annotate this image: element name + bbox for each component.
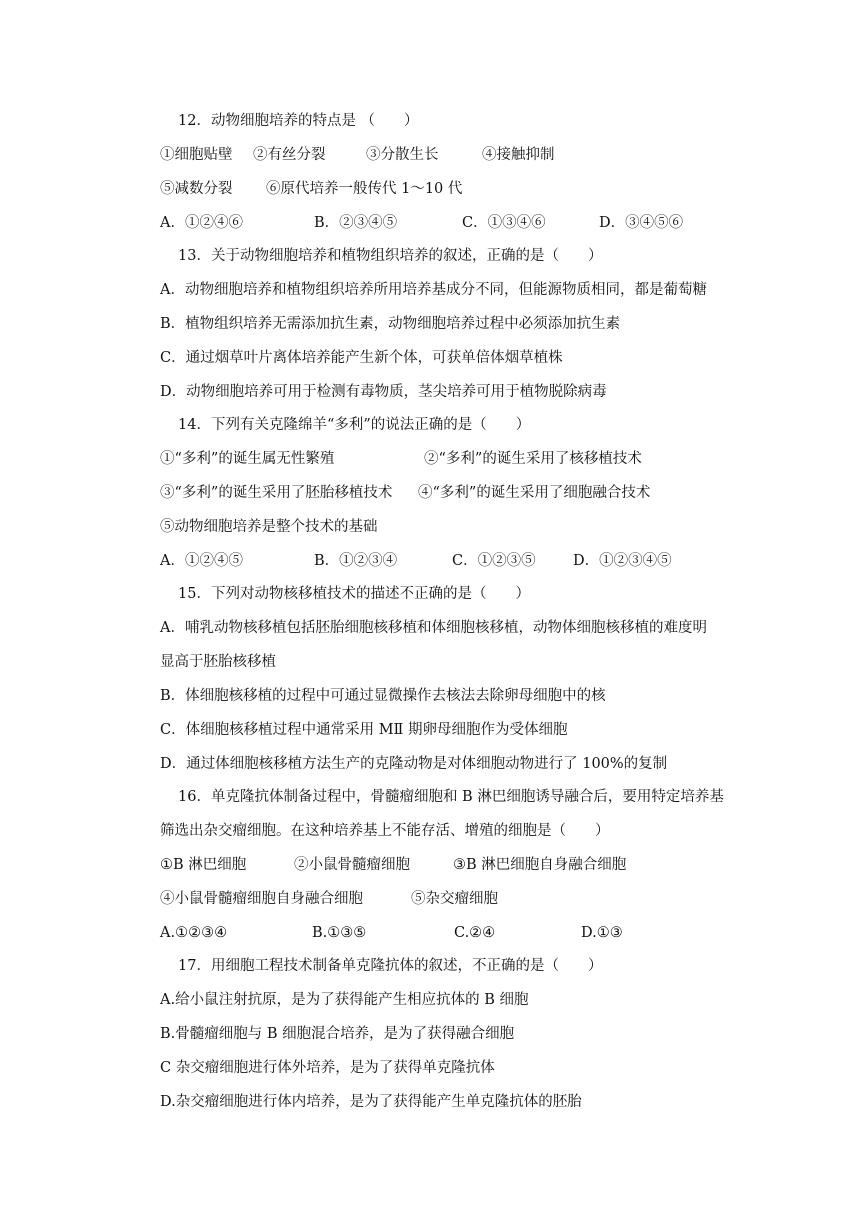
q12-item-2: ②有丝分裂 (253, 147, 326, 163)
q12-item-4: ④接触抑制 (482, 147, 555, 163)
q17-choice-b: B.骨髓瘤细胞与 B 细胞混合培养，是为了获得融合细胞 (160, 1026, 515, 1042)
question-12-stem: 12．动物细胞培养的特点是 （ ） (178, 113, 419, 129)
question-14-options (160, 551, 672, 571)
question-13-stem: 13．关于动物细胞培养和植物组织培养的叙述，正确的是（ ） (178, 248, 603, 264)
q12-item-1: ①细胞贴壁 (160, 147, 233, 163)
q15-choice-d: D．通过体细胞核移植方法生产的克隆动物是对体细胞动物进行了 100%的复制 (160, 756, 668, 772)
question-12-items-row-2 (160, 179, 462, 199)
q15-choice-a-continued: 显高于胚胎核移植 (160, 654, 276, 670)
question-16-options (160, 923, 623, 943)
q12-option-a: A．①②④⑥ (160, 215, 243, 231)
q13-choice-a: A．动物细胞培养和植物组织培养所用培养基成分不同，但能源物质相同，都是葡萄糖 (160, 282, 707, 298)
q13-choice-d: D．动物细胞培养可用于检测有毒物质，茎尖培养可用于植物脱除病毒 (160, 384, 607, 400)
q16-item-1: ①B 淋巴细胞 (160, 857, 247, 873)
q15-choice-b: B．体细胞核移植的过程中可通过显微操作去核法去除卵母细胞中的核 (160, 688, 606, 704)
question-14-items-row-3 (160, 517, 378, 537)
q14-item-5: ⑤动物细胞培养是整个技术的基础 (160, 519, 378, 535)
question-12-options (160, 213, 683, 233)
question-16-stem: 16．单克隆抗体制备过程中，骨髓瘤细胞和 B 淋巴细胞诱导融合后，要用特定培养基 (178, 789, 724, 805)
q16-option-c: C.②④ (454, 925, 496, 941)
q14-option-d: D．①②③④⑤ (573, 553, 672, 569)
q12-item-3: ③分散生长 (366, 147, 439, 163)
q17-choice-a: A.给小鼠注射抗原，是为了获得能产生相应抗体的 B 细胞 (160, 992, 529, 1008)
q15-choice-a: A．哺乳动物核移植包括胚胎细胞核移植和体细胞核移植，动物体细胞核移植的难度明 (160, 620, 707, 636)
q14-option-b: B．①②③④ (314, 553, 398, 569)
q14-item-1: ①“多利”的诞生属无性繁殖 (160, 451, 335, 467)
q16-item-4: ④小鼠骨髓瘤细胞自身融合细胞 (160, 891, 363, 907)
q13-choice-c: C．通过烟草叶片离体培养能产生新个体，可获单倍体烟草植株 (160, 350, 563, 366)
question-16-stem-continued: 筛选出杂交瘤细胞。在这种培养基上不能存活、增殖的细胞是（ ） (160, 823, 610, 839)
q12-option-c: C．①③④⑥ (462, 215, 546, 231)
q16-item-3: ③B 淋巴细胞自身融合细胞 (453, 857, 627, 873)
q12-item-5: ⑤减数分裂 (160, 181, 233, 197)
q16-option-d: D.①③ (581, 925, 623, 941)
q16-option-a: A.①②③④ (160, 925, 228, 941)
question-14-items-row-2 (160, 483, 650, 503)
q14-item-4: ④“多利”的诞生采用了细胞融合技术 (418, 485, 651, 501)
q14-option-a: A．①②④⑤ (160, 553, 243, 569)
q16-option-b: B.①③⑤ (312, 925, 367, 941)
question-15-stem: 15．下列对动物核移植技术的描述不正确的是（ ） (178, 586, 530, 602)
question-17-stem: 17．用细胞工程技术制备单克隆抗体的叙述，不正确的是（ ） (178, 958, 603, 974)
q17-choice-c: C 杂交瘤细胞进行体外培养，是为了获得单克隆抗体 (160, 1060, 495, 1076)
question-14-stem: 14．下列有关克隆绵羊“多利”的说法正确的是（ ） (178, 417, 531, 433)
q14-item-2: ②“多利”的诞生采用了核移植技术 (424, 451, 642, 467)
q17-choice-d: D.杂交瘤细胞进行体内培养，是为了获得能产生单克隆抗体的胚胎 (160, 1094, 582, 1110)
q16-item-5: ⑤杂交瘤细胞 (411, 891, 498, 907)
q12-item-6: ⑥原代培养一般传代 1～10 代 (266, 181, 463, 197)
question-16-items-row-2 (160, 889, 498, 909)
q14-item-3: ③“多利”的诞生采用了胚胎移植技术 (160, 485, 393, 501)
q12-option-d: D．③④⑤⑥ (599, 215, 684, 231)
q16-item-2: ②小鼠骨髓瘤细胞 (294, 857, 410, 873)
q14-option-c: C．①②③⑤ (452, 553, 536, 569)
question-14-items-row-1 (160, 449, 642, 469)
question-12-items-row-1 (160, 145, 555, 165)
q15-choice-c: C．体细胞核移植过程中通常采用 MⅡ 期卵母细胞作为受体细胞 (160, 722, 568, 738)
q12-option-b: B．②③④⑤ (314, 215, 398, 231)
q13-choice-b: B．植物组织培养无需添加抗生素，动物细胞培养过程中必须添加抗生素 (160, 316, 621, 332)
question-16-items-row-1 (160, 855, 626, 875)
